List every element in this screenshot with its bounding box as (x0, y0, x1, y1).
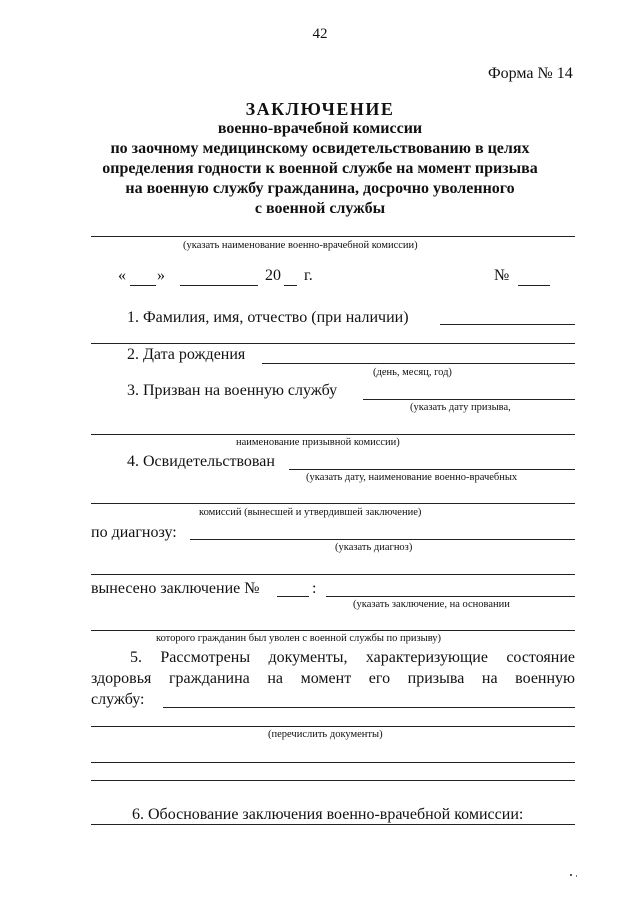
conclusion-note: (указать заключение, на основании (353, 599, 510, 610)
subtitle-line-5: с военной службы (254, 200, 386, 217)
documents-field[interactable] (163, 707, 575, 708)
conclusion-label: вынесено заключение № (91, 580, 260, 597)
scan-speck (576, 875, 577, 877)
year-field[interactable] (284, 285, 297, 286)
diagnosis-label: по диагнозу: (91, 524, 177, 541)
conclusion-number-field[interactable] (277, 596, 309, 597)
item-4-label: 4. Освидетельствован (127, 453, 275, 470)
number-sign: № (494, 267, 510, 284)
year-prefix: 20 (265, 267, 281, 284)
document-title: ЗАКЛЮЧЕНИЕ (245, 99, 395, 119)
conscription-note: (указать дату призыва, (410, 402, 511, 413)
subtitle-line-2: по заочному медицинскому освидетельствованию в целях (110, 140, 530, 157)
item-1-label: 1. Фамилия, имя, отчество (при наличии) (127, 309, 409, 326)
document-number-field[interactable] (518, 285, 550, 286)
year-suffix: г. (304, 267, 313, 284)
examination-note-2: комиссий (вынесшей и утвердившей заключение) (199, 507, 422, 518)
item-5-line-2: здоровья гражданина на момент его призыва на военную (91, 670, 575, 687)
month-field[interactable] (180, 285, 258, 286)
open-quote: « (118, 267, 126, 284)
conclusion-colon: : (312, 580, 317, 597)
item-5-line-3: службу: (91, 691, 145, 708)
scan-speck (570, 874, 572, 876)
examination-field-continued[interactable] (91, 503, 575, 504)
subtitle-line-3: определения годности к военной службе на момент призыва (102, 160, 538, 177)
subtitle-line-1: военно-врачебной комиссии (217, 120, 423, 137)
diagnosis-field[interactable] (190, 539, 575, 540)
documents-note: (перечислить документы) (268, 729, 383, 740)
item-6-label: 6. Обоснование заключения военно-врачебной комиссии: (132, 806, 524, 823)
examination-note: (указать дату, наименование военно-врачебных (306, 472, 518, 483)
conscription-note-2: наименование призывной комиссии) (236, 437, 400, 448)
conclusion-note-2: которого гражданин был уволен с военной службы по призыву) (156, 633, 442, 644)
documents-field-continued[interactable] (91, 726, 575, 727)
conclusion-field[interactable] (326, 596, 575, 597)
birth-date-field[interactable] (262, 363, 575, 364)
item-5-line-1: 5. Рассмотрены документы, характеризующие состояние (130, 649, 575, 666)
diagnosis-note: (указать диагноз) (335, 542, 413, 553)
examination-field[interactable] (289, 469, 575, 470)
commission-name-field[interactable] (91, 236, 575, 237)
full-name-field-continued[interactable] (91, 343, 575, 344)
conscription-field-continued[interactable] (91, 434, 575, 435)
documents-field-line-3[interactable] (91, 762, 575, 763)
page-number: 42 (312, 26, 328, 42)
subtitle-line-4: на военную службу гражданина, досрочно уволенного (125, 180, 515, 197)
close-quote: » (157, 267, 165, 284)
item-2-label: 2. Дата рождения (127, 346, 246, 363)
documents-field-line-4[interactable] (91, 780, 575, 781)
commission-note: (указать наименование военно-врачебной комиссии) (183, 240, 418, 251)
conclusion-field-continued[interactable] (91, 630, 575, 631)
justification-field[interactable] (91, 824, 575, 825)
birth-date-note: (день, месяц, год) (373, 367, 452, 378)
form-label: Форма № 14 (488, 65, 573, 82)
item-3-label: 3. Призван на военную службу (127, 382, 338, 399)
diagnosis-field-continued[interactable] (91, 574, 575, 575)
day-field[interactable] (130, 285, 156, 286)
full-name-field[interactable] (440, 324, 575, 325)
conscription-field[interactable] (363, 399, 575, 400)
